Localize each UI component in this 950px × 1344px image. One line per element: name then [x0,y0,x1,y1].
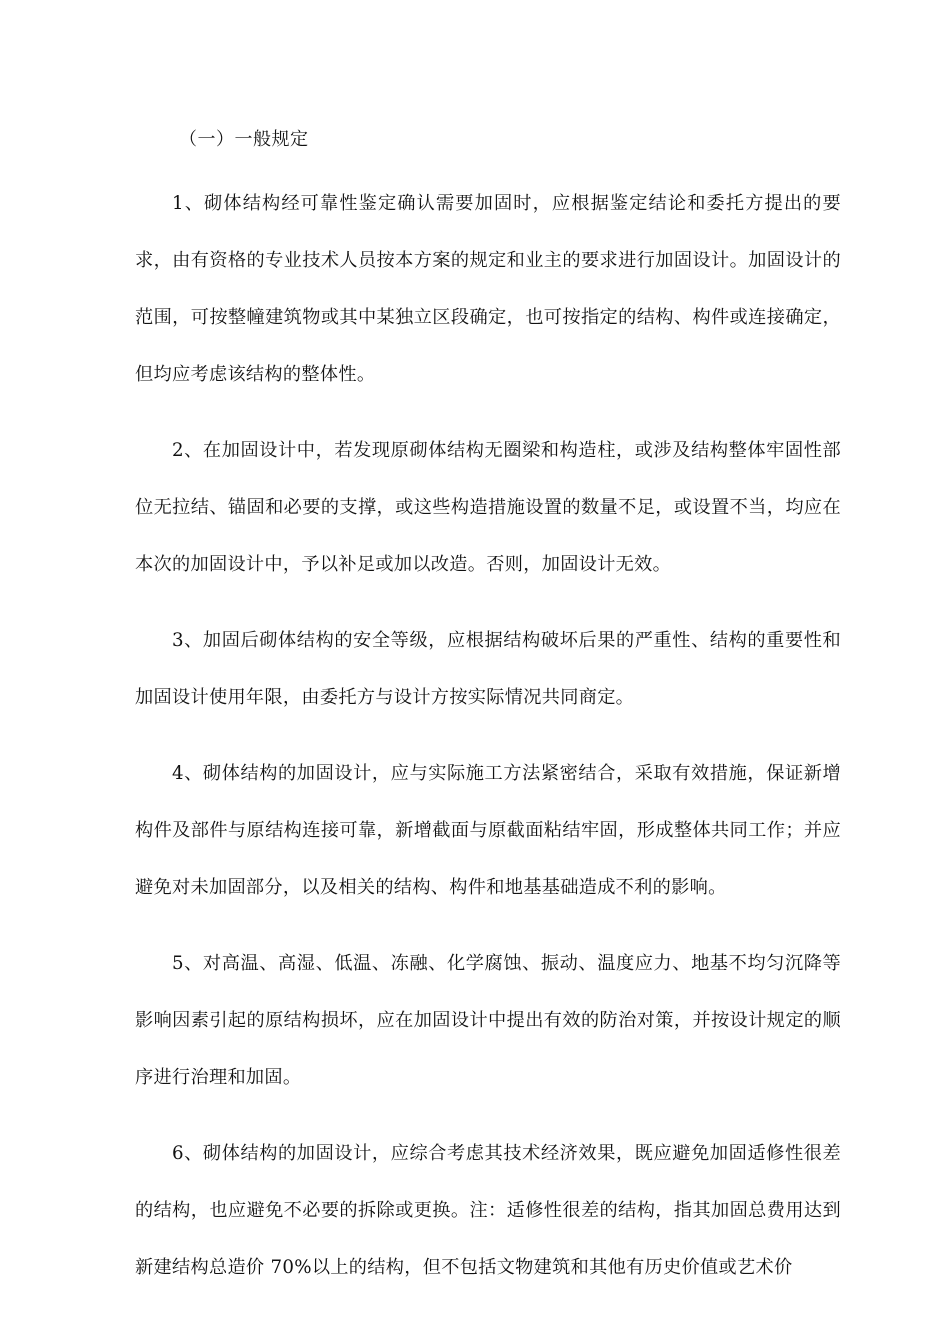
paragraph-5: 5、对高温、高湿、低温、冻融、化学腐蚀、振动、温度应力、地基不均匀沉降等影响因素引起的原结构损坏，应在加固设计中提出有效的防治对策，并按设计规定的顺序进行治理和加固。 [135,953,841,1088]
section-heading: （一）一般规定 [179,129,309,150]
paragraph-1: 1、砌体结构经可靠性鉴定确认需要加固时，应根据鉴定结论和委托方提出的要求，由有资格的专业技术人员按本方案的规定和业主的要求进行加固设计。加固设计的范围，可按整幢建筑物或其中某独立区段确定，也可按指定的结构、构件或连接确定，但均应考虑该结构的整体性。 [135,193,841,385]
document-body [135,124,841,1315]
paragraph-4: 4、砌体结构的加固设计，应与实际施工方法紧密结合，采取有效措施，保证新增构件及部件与原结构连接可靠，新增截面与原截面粘结牢固，形成整体共同工作；并应避免对未加固部分，以及相关的结构、构件和地基基础造成不利的影响。 [135,763,841,898]
paragraph-2: 2、在加固设计中，若发现原砌体结构无圈梁和构造柱，或涉及结构整体牢固性部位无拉结、锚固和必要的支撑，或这些构造措施设置的数量不足，或设置不当，均应在本次的加固设计中，予以补足或加以改造。否则，加固设计无效。 [135,440,841,575]
paragraph-3: 3、加固后砌体结构的安全等级，应根据结构破坏后果的严重性、结构的重要性和加固设计使用年限，由委托方与设计方按实际情况共同商定。 [135,630,841,708]
paragraph-6: 6、砌体结构的加固设计，应综合考虑其技术经济效果，既应避免加固适修性很差的结构，也应避免不必要的拆除或更换。注：适修性很差的结构，指其加固总费用达到新建结构总造价 70%以上的结构，但不包括文物建筑和其他有历史价值或艺术价 [135,1143,841,1278]
